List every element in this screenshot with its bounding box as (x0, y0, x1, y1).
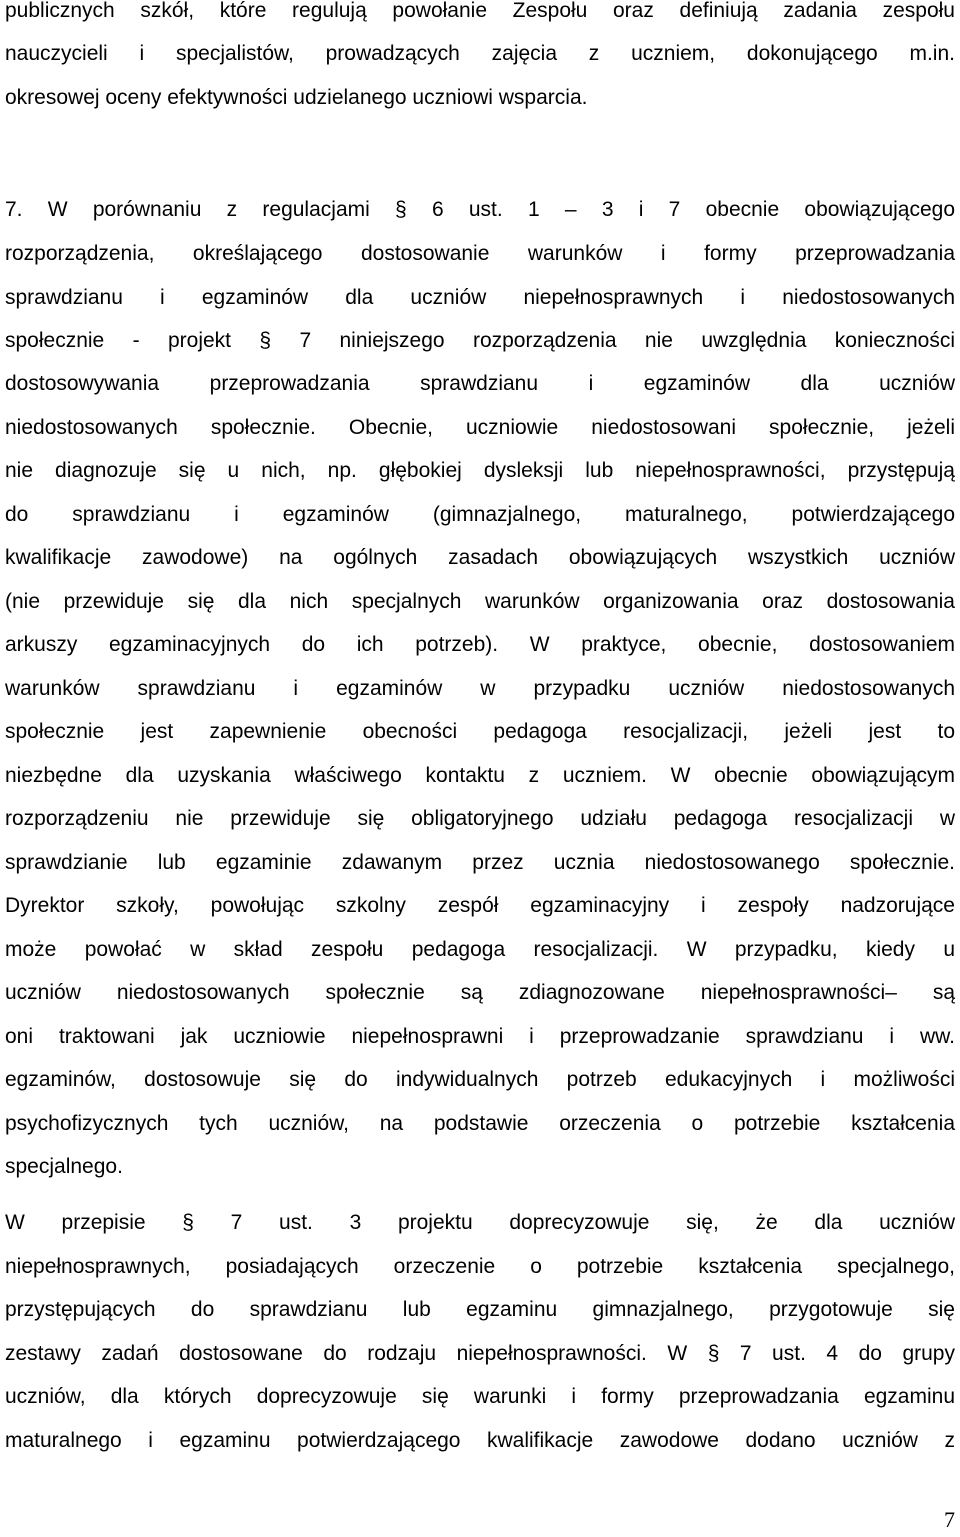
paragraph-2-line-4: społecznie - projekt § 7 niniejszego rozporządzenia nie uwzględnia konieczności (5, 329, 955, 352)
paragraph-2-line-6: niedostosowanych społecznie. Obecnie, uczniowie niedostosowani społecznie, jeżeli (5, 416, 955, 439)
paragraph-1-line-1: publicznych szkół, które regulują powołanie Zespołu oraz definiują zadania zespołu (5, 0, 955, 22)
paragraph-2-line-17: Dyrektor szkoły, powołując szkolny zespół egzaminacyjny i zespoły nadzorujące (5, 894, 955, 917)
paragraph-2-line-20: oni traktowani jak uczniowie niepełnosprawni i przeprowadzanie sprawdzianu i ww. (5, 1025, 955, 1048)
paragraph-2-line-11: arkuszy egzaminacyjnych do ich potrzeb). W praktyce, obecnie, dostosowaniem (5, 633, 955, 656)
paragraph-2-line-12: warunków sprawdzianu i egzaminów w przypadku uczniów niedostosowanych (5, 677, 955, 700)
paragraph-2-line-16: sprawdzianie lub egzaminie zdawanym przez ucznia niedostosowanego społecznie. (5, 851, 955, 874)
paragraph-3-line-4: zestawy zadań dostosowane do rodzaju niepełnosprawności. W § 7 ust. 4 do grupy (5, 1342, 955, 1365)
paragraph-2-line-18: może powołać w skład zespołu pedagoga resocjalizacji. W przypadku, kiedy u (5, 938, 955, 961)
paragraph-2-line-15: rozporządzeniu nie przewiduje się obligatoryjnego udziału pedagoga resocjalizacji w (5, 807, 955, 830)
page-number: 7 (944, 1507, 955, 1532)
paragraph-2-line-7: nie diagnozuje się u nich, np. głębokiej dysleksji lub niepełnosprawności, przystępują (5, 459, 955, 482)
paragraph-3-line-3: przystępujących do sprawdzianu lub egzaminu gimnazjalnego, przygotowuje się (5, 1298, 955, 1321)
paragraph-2-line-22: psychofizycznych tych uczniów, na podstawie orzeczenia o potrzebie kształcenia (5, 1112, 955, 1135)
paragraph-2-line-9: kwalifikacje zawodowe) na ogólnych zasadach obowiązujących wszystkich uczniów (5, 546, 955, 569)
paragraph-2-line-13: społecznie jest zapewnienie obecności pedagoga resocjalizacji, jeżeli jest to (5, 720, 955, 743)
paragraph-2-line-23: specjalnego. (5, 1155, 123, 1178)
paragraph-2-line-5: dostosowywania przeprowadzania sprawdzianu i egzaminów dla uczniów (5, 372, 955, 395)
paragraph-2-line-14: niezbędne dla uzyskania właściwego kontaktu z uczniem. W obecnie obowiązującym (5, 764, 955, 787)
paragraph-3-line-5: uczniów, dla których doprecyzowuje się warunki i formy przeprowadzania egzaminu (5, 1385, 955, 1408)
paragraph-2-line-8: do sprawdzianu i egzaminów (gimnazjalnego, maturalnego, potwierdzającego (5, 503, 955, 526)
paragraph-2-line-1: 7. W porównaniu z regulacjami § 6 ust. 1 – 3 i 7 obecnie obowiązującego (5, 198, 955, 221)
paragraph-3-line-2: niepełnosprawnych, posiadających orzeczenie o potrzebie kształcenia specjalnego, (5, 1255, 955, 1278)
paragraph-2-line-21: egzaminów, dostosowuje się do indywidualnych potrzeb edukacyjnych i możliwości (5, 1068, 955, 1091)
paragraph-1-line-3: okresowej oceny efektywności udzielanego uczniowi wsparcia. (5, 86, 588, 109)
paragraph-2-line-10: (nie przewiduje się dla nich specjalnych warunków organizowania oraz dostosowania (5, 590, 955, 613)
paragraph-2-line-3: sprawdzianu i egzaminów dla uczniów niepełnosprawnych i niedostosowanych (5, 286, 955, 309)
paragraph-3-line-6: maturalnego i egzaminu potwierdzającego kwalifikacje zawodowe dodano uczniów z (5, 1429, 955, 1452)
paragraph-1-line-2: nauczycieli i specjalistów, prowadzących zajęcia z uczniem, dokonującego m.in. (5, 42, 955, 65)
paragraph-2-line-19: uczniów niedostosowanych społecznie są zdiagnozowane niepełnosprawności– są (5, 981, 955, 1004)
paragraph-3-line-1: W przepisie § 7 ust. 3 projektu doprecyzowuje się, że dla uczniów (5, 1211, 955, 1234)
paragraph-2-line-2: rozporządzenia, określającego dostosowanie warunków i formy przeprowadzania (5, 242, 955, 265)
